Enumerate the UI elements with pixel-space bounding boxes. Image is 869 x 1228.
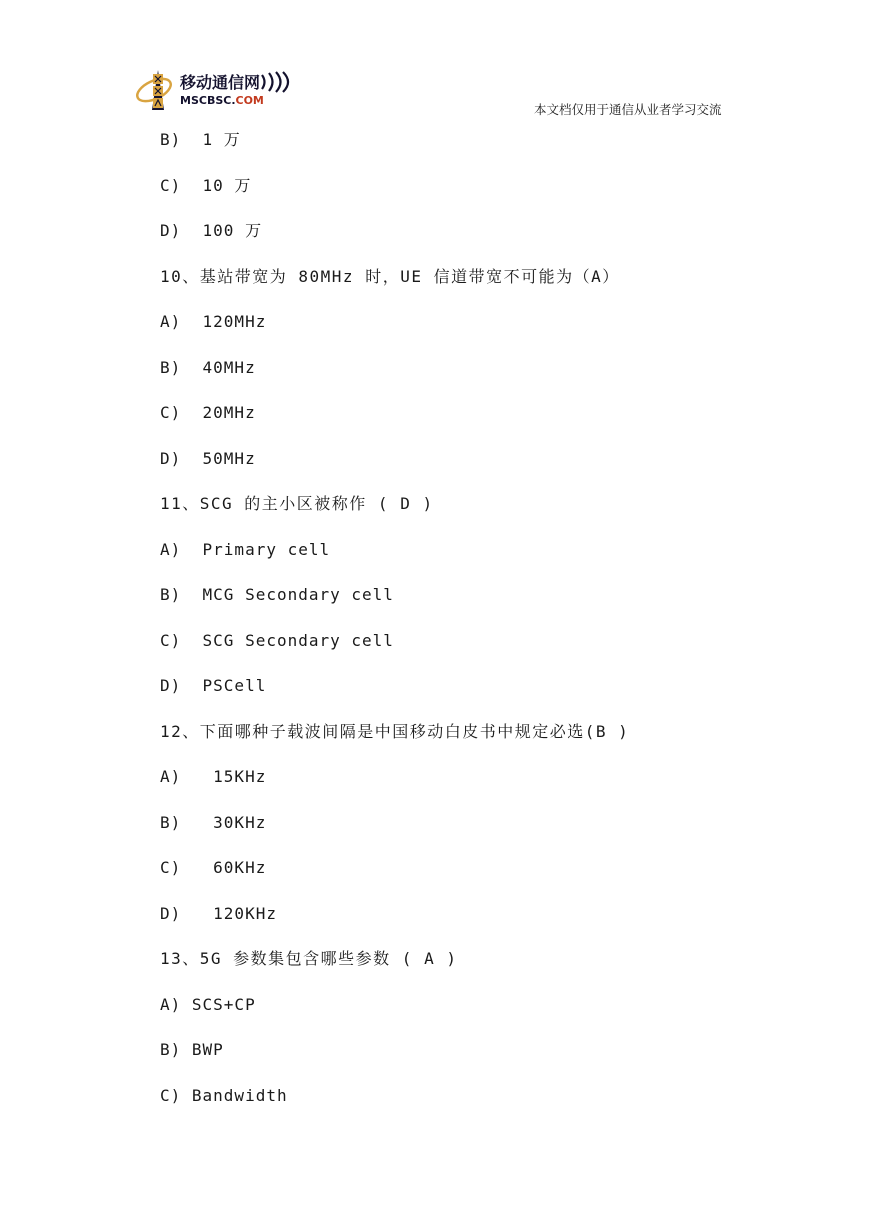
logo-url <box>180 94 264 107</box>
answer-option: B) 1 万 <box>160 130 241 149</box>
logo-url-main: MSCBSC. <box>180 94 236 107</box>
question-text: 12、下面哪种子载波间隔是中国移动白皮书中规定必选(B ) <box>160 721 630 741</box>
question-text: 10、基站带宽为 80MHz 时，UE 信道带宽不可能为（A） <box>160 266 620 286</box>
answer-option: C) SCG Secondary cell <box>160 630 394 650</box>
signal-waves-icon <box>258 71 298 93</box>
question-text: 13、5G 参数集包含哪些参数 ( A ) <box>160 949 458 968</box>
logo-title: 移动通信网 <box>180 73 261 92</box>
answer-option: D) 100 万 <box>160 221 263 240</box>
question-text: 11、SCG 的主小区被称作 ( D ) <box>160 494 434 513</box>
header-note: 本文档仅用于通信从业者学习交流 <box>534 102 722 117</box>
answer-option: B) BWP <box>160 1040 224 1059</box>
page-header <box>0 0 869 125</box>
answer-option: D) PSCell <box>160 676 267 695</box>
answer-option: B) 40MHz <box>160 357 256 377</box>
answer-option: D) 50MHz <box>160 448 256 468</box>
answer-option: B) MCG Secondary cell <box>160 585 394 604</box>
answer-option: A) 15KHz <box>160 767 267 786</box>
answer-option: C) 60KHz <box>160 858 267 877</box>
answer-option: C) 20MHz <box>160 403 256 422</box>
answer-option: A) 120MHz <box>160 312 267 331</box>
answer-option: C) 10 万 <box>160 175 252 195</box>
site-logo <box>134 66 304 116</box>
answer-option: A) Primary cell <box>160 539 331 559</box>
logo-url-tld: COM <box>235 94 264 107</box>
answer-option: A) SCS+CP <box>160 994 256 1014</box>
answer-option: B) 30KHz <box>160 812 267 832</box>
document-body <box>160 128 780 1129</box>
answer-option: D) 120KHz <box>160 903 277 923</box>
logo-emblem-icon <box>134 66 182 116</box>
answer-option: C) Bandwidth <box>160 1085 288 1105</box>
